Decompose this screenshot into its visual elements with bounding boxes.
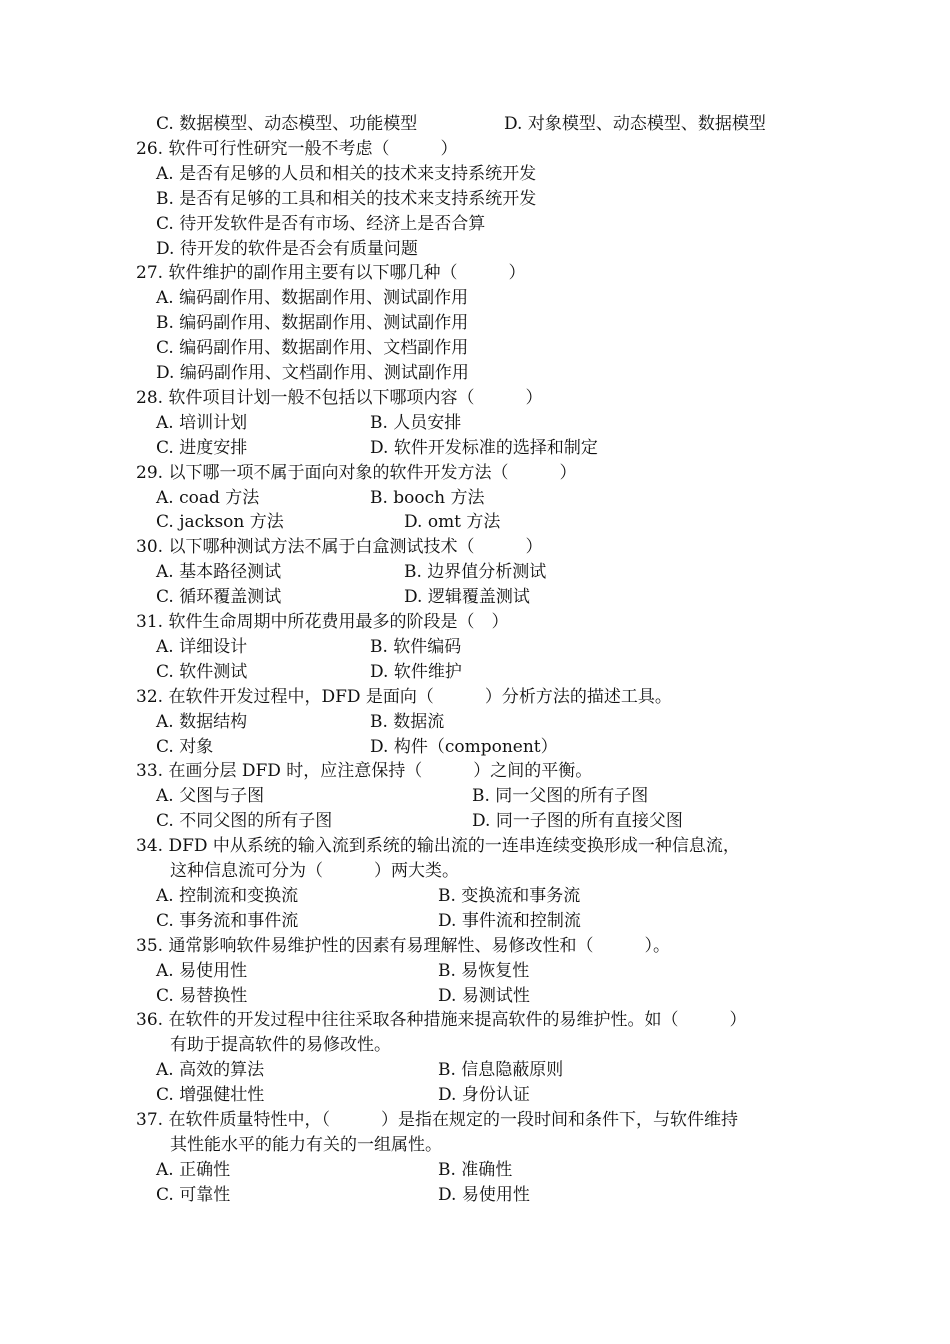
answer-option: A. 易使用性 (156, 960, 248, 981)
answer-option: B. booch 方法 (370, 487, 485, 508)
answer-option: D. 易使用性 (438, 1184, 530, 1205)
answer-option: A. 数据结构 (156, 711, 248, 732)
answer-option: C. 可靠性 (156, 1184, 231, 1205)
answer-option: B. 编码副作用、数据副作用、测试副作用 (156, 313, 469, 334)
answer-option: B. 数据流 (370, 711, 445, 732)
answer-option: D. 同一子图的所有直接父图 (472, 811, 683, 832)
answer-option: D. 编码副作用、文档副作用、测试副作用 (156, 363, 469, 383)
answer-option: A. 详细设计 (156, 636, 248, 657)
answer-option: B. 软件编码 (370, 636, 462, 657)
answer-option: B. 变换流和事务流 (438, 885, 581, 906)
answer-option: D. 事件流和控制流 (438, 910, 581, 931)
question-text: 31. 软件生命周期中所花费用最多的阶段是（ ） (136, 612, 509, 632)
question-text: 32. 在软件开发过程中，DFD 是面向（ ）分析方法的描述工具。 (136, 686, 672, 707)
question-text: 29. 以下哪一项不属于面向对象的软件开发方法（ ） (136, 462, 577, 483)
question-text: 27. 软件维护的副作用主要有以下哪几种（ ） (136, 263, 526, 284)
answer-option: D. 待开发的软件是否会有质量问题 (156, 238, 418, 259)
question-text: 33. 在画分层 DFD 时，应注意保持（ ）之间的平衡。 (136, 761, 593, 782)
question-text: 28. 软件项目计划一般不包括以下哪项内容（ ） (136, 387, 543, 408)
answer-option: C. jackson 方法 (156, 512, 284, 533)
answer-option: C. 事务流和事件流 (156, 910, 299, 931)
answer-option: A. 培训计划 (156, 412, 248, 433)
answer-option: B. 准确性 (438, 1159, 513, 1180)
answer-option: D. omt 方法 (404, 512, 501, 533)
answer-option: C. 易替换性 (156, 985, 248, 1006)
answer-option: C. 数据模型、动态模型、功能模型 (156, 114, 418, 134)
answer-option: B. 易恢复性 (438, 960, 530, 981)
answer-option: C. 增强健壮性 (156, 1085, 265, 1106)
answer-option: D. 软件开发标准的选择和制定 (370, 437, 598, 458)
answer-option: D. 易测试性 (438, 985, 530, 1006)
answer-option: C. 循环覆盖测试 (156, 587, 282, 608)
answer-option: C. 软件测试 (156, 661, 248, 682)
answer-option: A. coad 方法 (156, 487, 260, 508)
answer-option: A. 是否有足够的人员和相关的技术来支持系统开发 (156, 163, 537, 184)
answer-option: C. 进度安排 (156, 437, 248, 458)
answer-option: A. 正确性 (156, 1159, 231, 1180)
answer-option: D. 对象模型、动态模型、数据模型 (504, 114, 766, 134)
answer-option: D. 身份认证 (438, 1085, 530, 1106)
question-continuation: 其性能水平的能力有关的一组属性。 (170, 1134, 442, 1155)
answer-option: C. 待开发软件是否有市场、经济上是否合算 (156, 213, 486, 234)
answer-option: A. 高效的算法 (156, 1060, 265, 1081)
question-continuation: 有助于提高软件的易修改性。 (170, 1035, 391, 1056)
answer-option: C. 不同父图的所有子图 (156, 811, 333, 832)
answer-option: A. 编码副作用、数据副作用、测试副作用 (156, 288, 469, 309)
question-text: 26. 软件可行性研究一般不考虑（ ） (136, 138, 458, 159)
answer-option: C. 编码副作用、数据副作用、文档副作用 (156, 338, 469, 359)
answer-option: D. 软件维护 (370, 661, 462, 682)
question-text: 35. 通常影响软件易维护性的因素有易理解性、易修改性和（ ）。 (136, 935, 670, 956)
question-text: 36. 在软件的开发过程中往往采取各种措施来提高软件的易维护性。如（ ） (136, 1010, 747, 1031)
answer-option: A. 基本路径测试 (156, 562, 282, 583)
answer-option: C. 对象 (156, 736, 214, 757)
answer-option: B. 边界值分析测试 (404, 562, 547, 583)
question-text: 34. DFD 中从系统的输入流到系统的输出流的一连串连续变换形成一种信息流， (136, 836, 740, 857)
question-continuation: 这种信息流可分为（ ）两大类。 (170, 861, 459, 881)
question-text: 37. 在软件质量特性中，（ ）是指在规定的一段时间和条件下，与软件维持 (136, 1110, 738, 1130)
answer-option: B. 是否有足够的工具和相关的技术来支持系统开发 (156, 188, 537, 209)
answer-option: B. 同一父图的所有子图 (472, 786, 649, 807)
answer-option: B. 人员安排 (370, 412, 462, 433)
answer-option: D. 逻辑覆盖测试 (404, 587, 530, 608)
answer-option: B. 信息隐蔽原则 (438, 1060, 564, 1081)
answer-option: A. 控制流和变换流 (156, 885, 299, 906)
answer-option: D. 构件（component） (370, 736, 558, 757)
question-text: 30. 以下哪种测试方法不属于白盒测试技术（ ） (136, 537, 543, 558)
answer-option: A. 父图与子图 (156, 786, 265, 807)
